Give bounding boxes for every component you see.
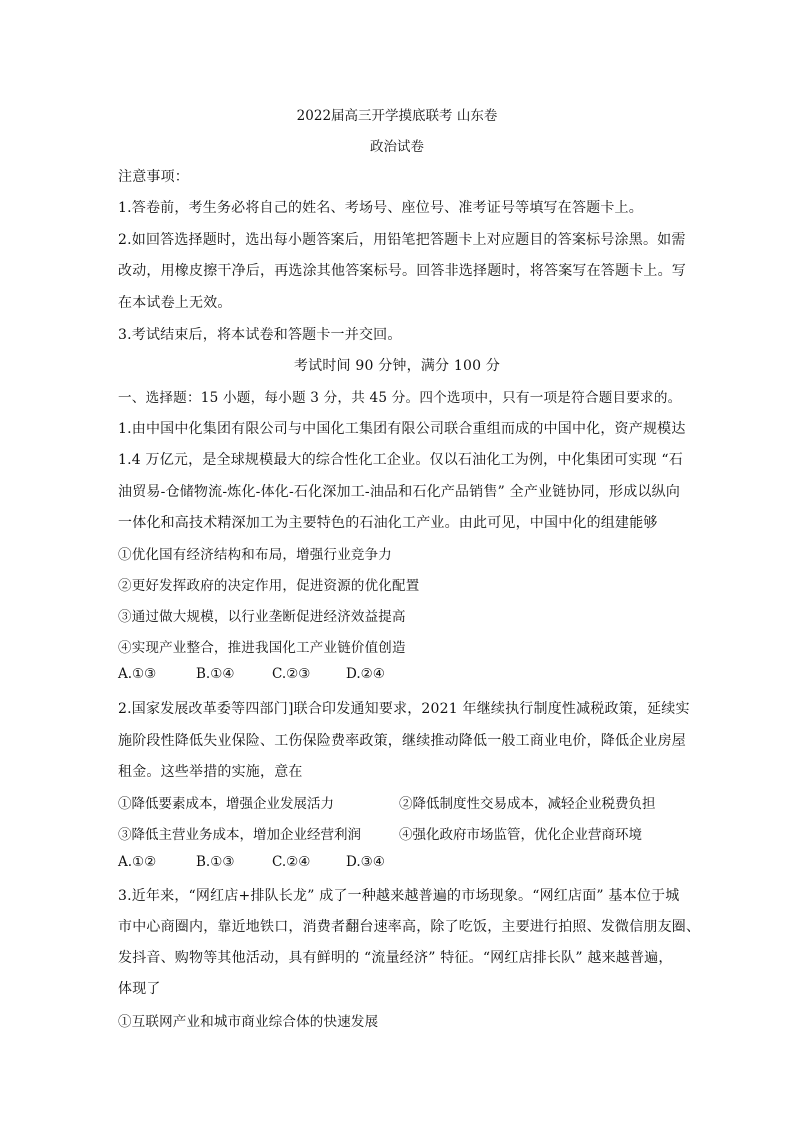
answer-options [118, 854, 678, 874]
option-c: C.②③ [272, 666, 311, 682]
question-item: ①降低要素成本，增强企业发展活力 [118, 796, 334, 812]
question-item: ③降低主营业务成本，增加企业经营利润 [118, 827, 361, 843]
notice-line: 1.答卷前，考生务必将自己的姓名、考场号、座位号、准考证号等填写在答题卡上。 [118, 200, 643, 216]
question-stem-line: 施阶段性降低失业保险、工伤保险费率政策，继续推动降低一般工商业电价，降低企业房屋 [118, 733, 686, 749]
notice-line: 3.考试结束后，将本试卷和答题卡一并交回。 [118, 327, 402, 343]
question-item-row [118, 792, 678, 812]
question-item: ④实现产业整合，推进我国化工产业链价值创造 [118, 640, 406, 656]
question-stem-line: 一体化和高技术精深加工为主要特色的石油化工产业。由此可见，中国中化的组建能够 [118, 515, 658, 531]
question-stem-line: 1.由中国中化集团有限公司与中国化工集团有限公司联合重组而成的中国中化，资产规模达 [118, 421, 686, 437]
question-item: ②更好发挥政府的决定作用，促进资源的优化配置 [118, 578, 420, 594]
option-a: A.①② [118, 854, 157, 870]
question-stem-line: 市中心商圈内，靠近地铁口，消费者翻台速率高，除了吃饭，主要进行拍照、发微信朋友圈、 [118, 919, 701, 935]
section-heading: 一、选择题：15 小题，每小题 3 分，共 45 分。四个选项中，只有一项是符合题目要求的。 [118, 390, 682, 406]
question-stem-line: 3.近年来，“网红店+排队长龙” 成了一种越来越普遍的市场现象。“网红店面” 基本位于城 [118, 888, 680, 904]
exam-title: 2022届高三开学摸底联考 山东卷 [296, 108, 498, 124]
answer-options [118, 666, 678, 686]
option-d: D.③④ [346, 854, 385, 870]
option-b: B.①④ [196, 666, 235, 682]
option-b: B.①③ [196, 854, 235, 870]
question-item: ①优化国有经济结构和布局，增强行业竞争力 [118, 547, 392, 563]
question-item: ③通过做大规模，以行业垄断促进经济效益提高 [118, 609, 406, 625]
question-item: ②降低制度性交易成本，减轻企业税费负担 [399, 796, 656, 812]
question-item-row [118, 823, 678, 843]
option-c: C.②④ [272, 854, 311, 870]
notice-line: 2.如回答选择题时，选出每小题答案后，用铅笔把答题卡上对应题目的答案标号涂黑。如需 [118, 232, 686, 248]
question-stem-line: 1.4 万亿元，是全球规模最大的综合性化工企业。仅以石油化工为例，中化集团可实现 “石 [118, 452, 683, 468]
option-a: A.①③ [118, 666, 157, 682]
question-stem-line: 发抖音、购物等其他活动，具有鲜明的 “流量经济” 特征。“网红店排长队” 越来越普遍， [118, 950, 673, 966]
question-item: ①互联网产业和城市商业综合体的快速发展 [118, 1014, 379, 1030]
question-stem-line: 体现了 [118, 981, 161, 997]
notice-heading: 注意事项： [118, 169, 189, 185]
option-d: D.②④ [346, 666, 385, 682]
exam-subtitle: 政治试卷 [370, 139, 424, 155]
question-stem-line: 2.国家发展改革委等四部门]联合印发通知要求，2021 年继续执行制度性减税政策，延续实 [118, 701, 690, 717]
notice-line: 改动，用橡皮擦干净后，再选涂其他答案标号。回答非选择题时，将答案写在答题卡上。写 [118, 263, 686, 279]
question-stem-line: 油贸易-仓储物流-炼化-体化-石化深加工-油品和石化产品销售” 全产业链协同，形成以纵向 [118, 484, 681, 500]
question-item: ④强化政府市场监管，优化企业营商环境 [399, 827, 642, 843]
question-stem-line: 租金。这些举措的实施，意在 [118, 764, 303, 780]
exam-info: 考试时间 90 分钟，满分 100 分 [293, 358, 501, 374]
notice-line: 在本试卷上无效。 [118, 295, 232, 311]
